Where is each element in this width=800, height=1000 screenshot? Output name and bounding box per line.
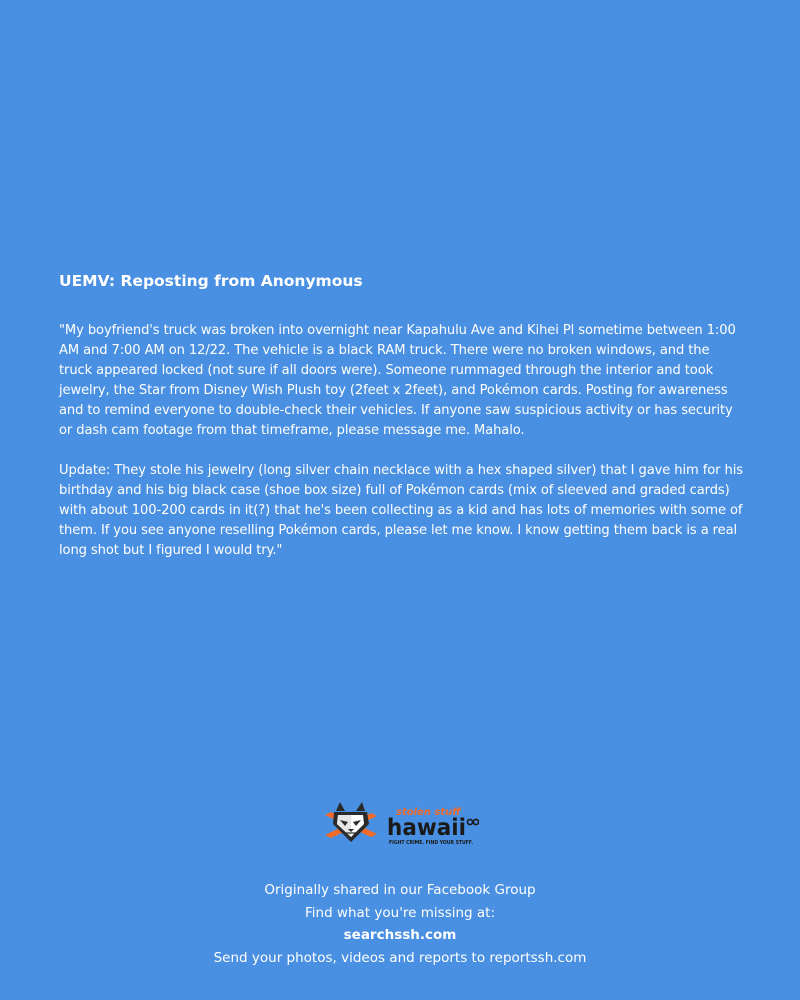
stolen-stuff-hawaii-logo	[323, 802, 479, 848]
footer-find-text: Find what you're missing at:	[304, 904, 496, 921]
footer-report-text: Send your photos, videos and reports to reportssh.com	[213, 949, 587, 966]
cat-mascot-icon	[333, 802, 369, 842]
logo-main-text: hawaii	[387, 815, 466, 841]
logo-graphic	[323, 802, 479, 848]
post-paragraph-original: "My boyfriend's truck was broken into overnight near Kapahulu Ave and Kihei Pl sometime between 1:00 AM and 7:00 AM on 12/22. The vehicle is a black RAM truck. There were no broken windows, and the truck appeared locked (not sure if all doors were). Someone rummaged through the interior and took jewelry, the Star from Disney Wish Plush toy (2feet x 2feet), and Pokémon cards. Posting for awareness and to remind everyone to double-check their vehicles. If anyone saw suspicious activity or has security or dash cam footage from that timeframe, please message me. Mahalo.	[59, 323, 736, 438]
post-title: UEMV: Reposting from Anonymous	[59, 272, 363, 290]
footer-shared-text: Originally shared in our Facebook Group	[264, 882, 536, 898]
post-body	[59, 321, 743, 561]
post-paragraph-update: Update: They stole his jewelry (long silver chain necklace with a hex shaped silver) that I gave him for his birthday and his big black case (shoe box size) full of Pokémon cards (mix of sleeved and graded cards) with about 100-200 cards in it(?) that he's been collecting as a kid and has lots of memories with some of them. If you see anyone reselling Pokémon cards, please let me know. I know getting them back is a real long shot but I figured I would try."	[59, 463, 743, 558]
post-content	[59, 270, 743, 581]
logo-tagline: FIGHT CRIME. FIND YOUR STUFF.	[389, 840, 474, 846]
logo-top-text: stolen stuff	[396, 807, 461, 818]
footer-search-link[interactable]: searchssh.com	[343, 927, 457, 943]
footer	[0, 879, 800, 969]
